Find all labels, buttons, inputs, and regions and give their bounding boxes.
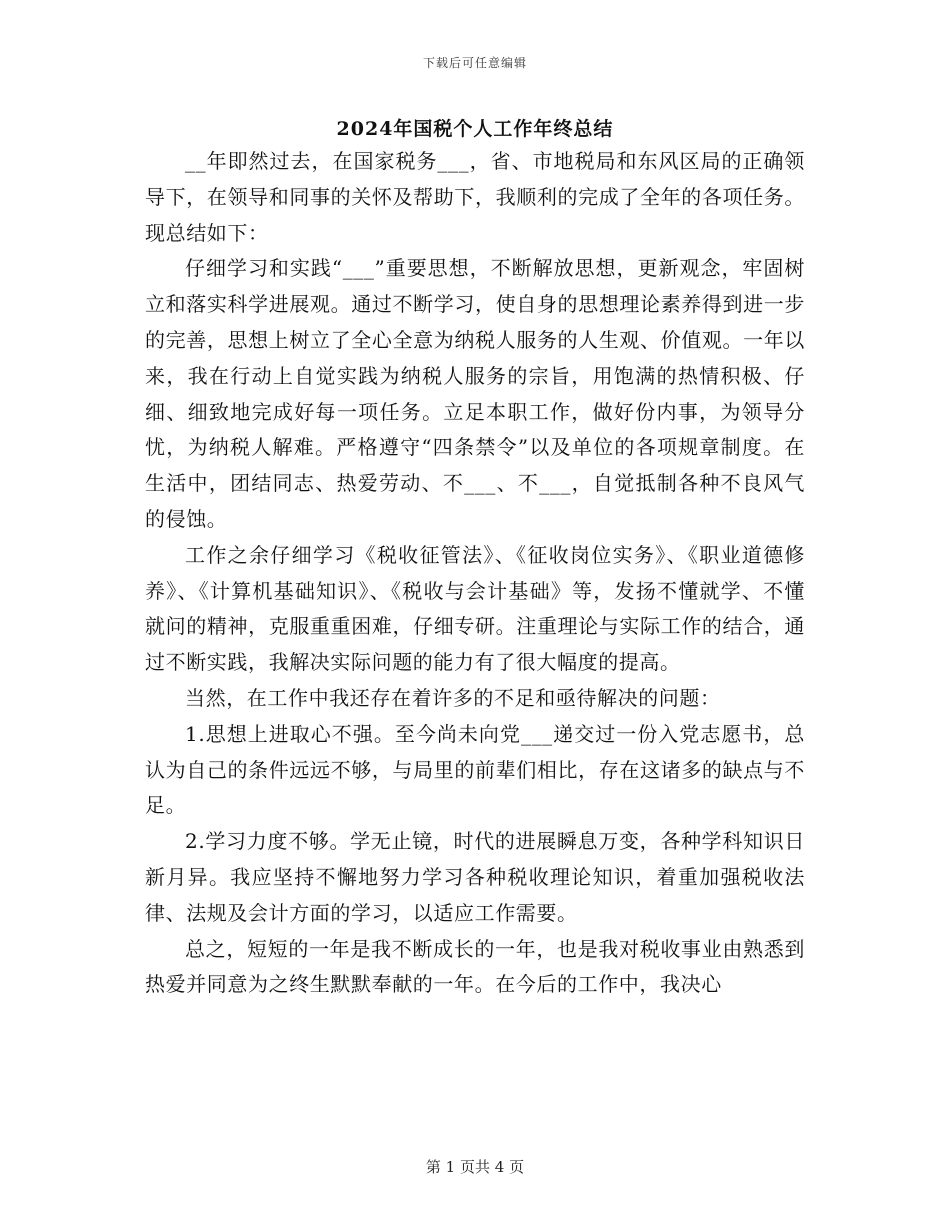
page-number: 第 1 页共 4 页 bbox=[425, 1158, 525, 1176]
document-title: 2024年国税个人工作年终总结 bbox=[336, 118, 614, 140]
paragraph-shortcoming-2: 2.学习力度不够。学无止镜，时代的进展瞬息万变，各种学科知识日新月异。我应坚持不懈地努力学习各种税收理论知识，着重加强税收法律、法规及会计方面的学习，以适应工作需要。 bbox=[145, 829, 805, 925]
paragraph-learning: 工作之余仔细学习《税收征管法》、《征收岗位实务》、《职业道德修养》、《计算机基础知识》、《税收与会计基础》等，发扬不懂就学、不懂就问的精神，克服重重困难，仔细专研。注重理论与实际工作的结合，通过不断实践，我解决实际问题的能力有了很大幅度的提高。 bbox=[145, 542, 805, 675]
paragraph-shortcoming-1: 1.思想上进取心不强。至今尚未向党___递交过一份入党志愿书，总认为自己的条件远远不够，与局里的前辈们相比，存在这诸多的缺点与不足。 bbox=[145, 721, 805, 818]
download-edit-note: 下载后可任意编辑 bbox=[422, 56, 527, 70]
paragraph-shortcomings-intro: 当然，在工作中我还存在着许多的不足和亟待解决的问题： bbox=[185, 685, 721, 710]
paragraph-study-practice: 仔细学习和实践“___”重要思想，不断解放思想，更新观念，牢固树立和落实科学进展观。通过不断学习，使自身的思想理论素养得到进一步的完善，思想上树立了全心全意为纳税人服务的人生观、价值观。一年以来，我在行动上自觉实践为纳税人服务的宗旨，用饱满的热情积极、仔细、细致地完成好每一项任务。立足本职工作，做好份内事，为领导分忧，为纳税人解难。严格遵守“四条禁令”以及单位的各项规章制度。在生活中，团结同志、热爱劳动、不___、不___，自觉抵制各种不良风气的侵蚀。 bbox=[145, 256, 805, 531]
paragraph-conclusion: 总之，短短的一年是我不断成长的一年，也是我对税收事业由熟悉到热爱并同意为之终生默默奉献的一年。在今后的工作中，我决心 bbox=[145, 936, 805, 997]
document-body bbox=[145, 144, 805, 1003]
paragraph-intro: __年即然过去，在国家税务___，省、市地税局和东风区局的正确领导下，在领导和同事的关怀及帮助下，我顺利的完成了全年的各项任务。现总结如下： bbox=[145, 149, 805, 245]
